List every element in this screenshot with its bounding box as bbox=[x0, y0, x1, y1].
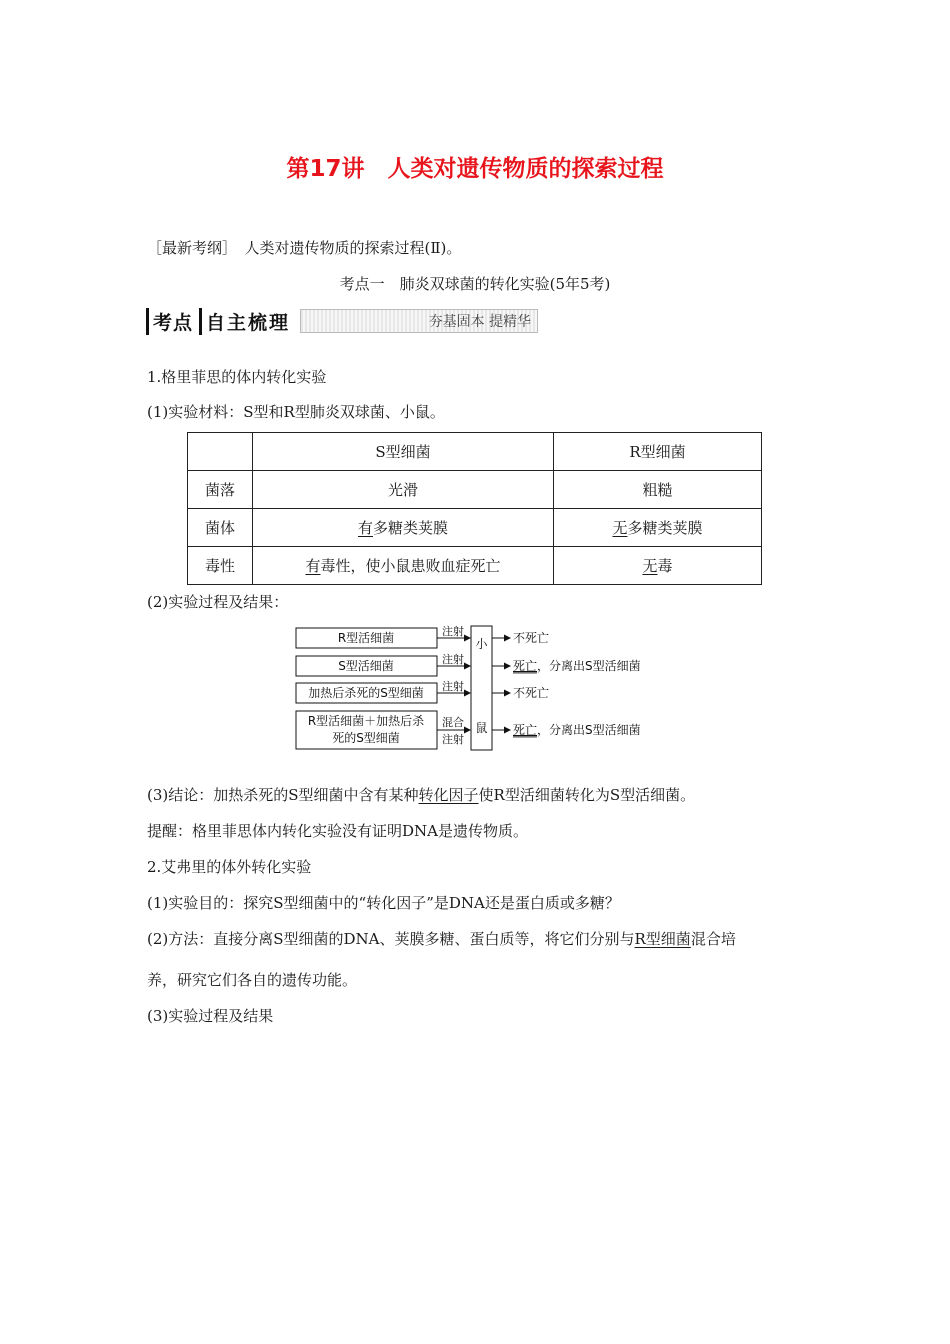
input-label-2: S型活细菌 bbox=[338, 659, 394, 673]
input-label-4a: R型活细菌＋加热后杀 bbox=[307, 714, 425, 728]
section1-heading: 1.格里菲思的体内转化实验 bbox=[147, 368, 327, 386]
section2-process: (3)实验过程及结果 bbox=[147, 1007, 274, 1025]
input-label-1: R型活细菌 bbox=[337, 631, 395, 645]
r-cell: 无毒 bbox=[554, 547, 762, 585]
result-1: 不死亡 bbox=[513, 631, 550, 645]
table-header-cell: S型细菌 bbox=[253, 433, 554, 471]
section1-tip: 提醒：格里菲思体内转化实验没有证明DNA是遗传物质。 bbox=[147, 822, 528, 840]
banner-right: 自主梳理 bbox=[199, 308, 290, 335]
table-header-cell bbox=[188, 433, 253, 471]
banner-left: 考点 bbox=[146, 308, 199, 335]
section2-heading: 2.艾弗里的体外转化实验 bbox=[147, 858, 312, 876]
row-label: 毒性 bbox=[188, 547, 253, 585]
section2-method: (2)方法：直接分离S型细菌的DNA、荚膜多糖、蛋白质等，将它们分别与R型细菌混合培 bbox=[147, 930, 736, 948]
bacteria-properties-table bbox=[187, 432, 762, 585]
row-label: 菌体 bbox=[188, 509, 253, 547]
page-title: 第17讲 人类对遗传物质的探索过程 bbox=[286, 156, 664, 182]
table-header-row bbox=[188, 433, 762, 471]
mouse-label-bottom: 鼠 bbox=[475, 721, 488, 735]
table-row bbox=[188, 547, 762, 585]
r-cell: 无多糖类荚膜 bbox=[554, 509, 762, 547]
result-2: 死亡，分离出S型活细菌 bbox=[513, 659, 641, 673]
input-label-3: 加热后杀死的S型细菌 bbox=[308, 686, 424, 700]
section-banner bbox=[146, 308, 538, 334]
inject-label-3: 注射 bbox=[442, 680, 464, 693]
griffith-diagram bbox=[295, 624, 675, 756]
syllabus-note: ［最新考纲］ 人类对遗传物质的探索过程(Ⅱ)。 bbox=[147, 239, 462, 257]
inject-label-2: 注射 bbox=[442, 653, 464, 666]
mouse-label-top: 小 bbox=[475, 637, 488, 651]
inject-label-4b: 注射 bbox=[442, 733, 464, 746]
section2-method-cont: 养，研究它们各自的遗传功能。 bbox=[147, 971, 358, 989]
inject-label-4a: 混合 bbox=[442, 716, 464, 729]
s-cell: 有毒性，使小鼠患败血症死亡 bbox=[253, 547, 554, 585]
result-3: 不死亡 bbox=[513, 686, 550, 700]
section1-process: (2)实验过程及结果： bbox=[147, 593, 289, 611]
inject-label-1: 注射 bbox=[442, 625, 464, 638]
r-cell: 粗糙 bbox=[554, 471, 762, 509]
input-label-4b: 死的S型细菌 bbox=[332, 731, 400, 745]
s-cell: 光滑 bbox=[253, 471, 554, 509]
banner-slogan: 夯基固本 提精华 bbox=[428, 314, 532, 330]
table-row bbox=[188, 509, 762, 547]
point-heading: 考点一 肺炎双球菌的转化实验(5年5考) bbox=[339, 275, 611, 293]
s-cell: 有多糖类荚膜 bbox=[253, 509, 554, 547]
section2-purpose: (1)实验目的：探究S型细菌中的“转化因子”是DNA还是蛋白质或多糖？ bbox=[147, 894, 620, 912]
result-4: 死亡，分离出S型活细菌 bbox=[513, 723, 641, 737]
banner-strip bbox=[300, 309, 538, 333]
section1-conclusion: (3)结论：加热杀死的S型细菌中含有某种转化因子使R型活细菌转化为S型活细菌。 bbox=[147, 786, 696, 804]
row-label: 菌落 bbox=[188, 471, 253, 509]
table-header-cell: R型细菌 bbox=[554, 433, 762, 471]
table-row bbox=[188, 471, 762, 509]
section1-materials: (1)实验材料：S型和R型肺炎双球菌、小鼠。 bbox=[147, 403, 445, 421]
